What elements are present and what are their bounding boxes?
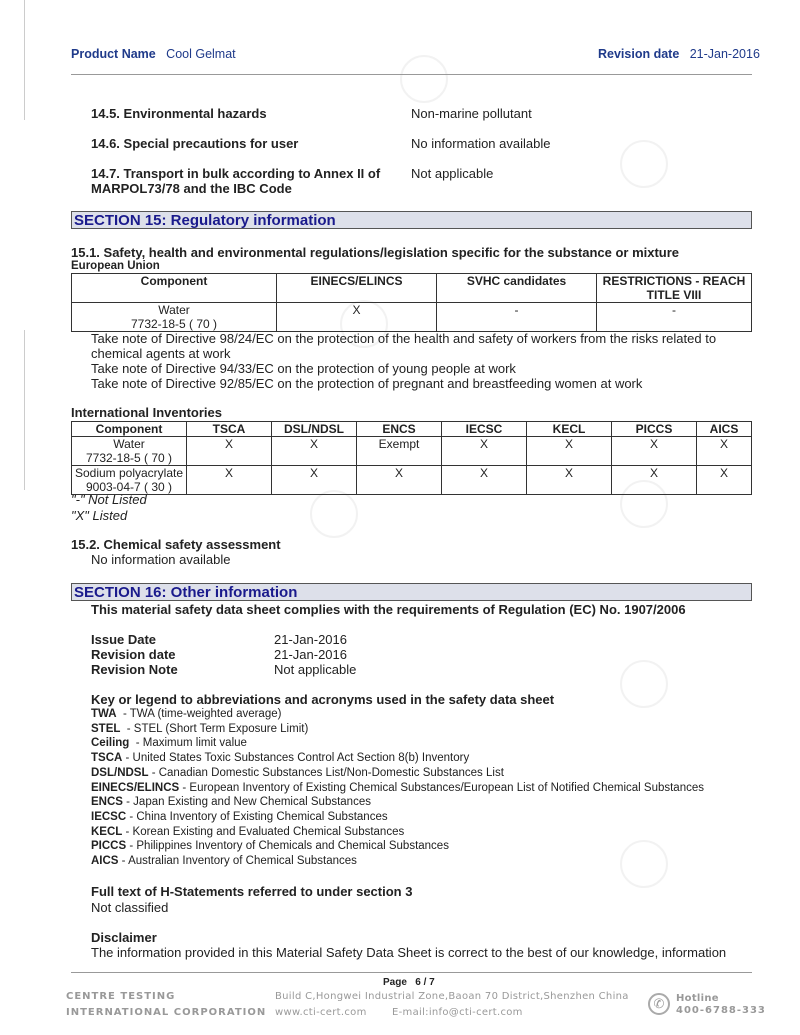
date-value: 21-Jan-2016 (274, 647, 347, 662)
company-email: E-mail:info@cti-cert.com (392, 1007, 523, 1018)
watermark-icon (620, 140, 668, 188)
footer-rule (71, 972, 752, 973)
abbrev-desc: - Maximum limit value (129, 737, 247, 750)
legend-listed: "X" Listed (71, 508, 128, 523)
col-header-line: TITLE VIII (646, 288, 702, 302)
subsection-15-1: 15.1. Safety, health and environmental regulations/legislation specific for the substance or mixture (71, 245, 680, 260)
abbrev-desc: - European Inventory of Existing Chemical Substances/European List of Notified Chemical Substances (179, 781, 704, 794)
component-name: Sodium polyacrylate (74, 466, 184, 480)
list-item (91, 707, 704, 722)
abbrev-desc: - Canadian Domestic Substances List/Non-Domestic Substances List (148, 766, 504, 779)
margin-line (24, 330, 25, 490)
component-cell (72, 437, 187, 466)
table-cell: - (597, 303, 752, 332)
table-cell: X (612, 466, 697, 495)
cas-number: 7732-18-5 ( 70 ) (130, 317, 218, 331)
key-title: Key or legend to abbreviations and acronyms used in the safety data sheet (91, 692, 555, 707)
legend-not-listed: "-" Not Listed (71, 492, 147, 507)
col-header-line: RESTRICTIONS - REACH (602, 274, 746, 288)
abbrev-key: AICS (91, 855, 119, 868)
date-label: Issue Date (91, 632, 157, 647)
table-cell: X (272, 437, 357, 466)
abbrev-desc: - Australian Inventory of Chemical Substances (118, 855, 357, 868)
abbrev-key: STEL (91, 722, 121, 735)
component-name: Water (113, 437, 145, 451)
list-item (91, 736, 704, 751)
list-item (91, 810, 704, 825)
abbrev-key: TWA (91, 708, 117, 720)
page-number: Page 6 / 7 (383, 977, 435, 988)
table-cell: X (697, 466, 752, 495)
disclaimer-title: Disclaimer (91, 930, 157, 945)
list-item (91, 781, 704, 796)
table-cell: X (527, 466, 612, 495)
transport-value: Non-marine pollutant (411, 106, 532, 121)
col-header: Component (72, 422, 187, 437)
abbrev-key: TSCA (91, 752, 123, 765)
header-revision (598, 47, 760, 61)
table-cell: X (277, 303, 437, 332)
table-row (72, 303, 752, 332)
col-header: DSL/NDSL (272, 422, 357, 437)
col-header: Component (72, 274, 277, 303)
table-row (72, 437, 752, 466)
table-cell: X (187, 437, 272, 466)
table-row (72, 466, 752, 495)
transport-value: No information available (411, 136, 551, 151)
col-header: TSCA (187, 422, 272, 437)
table-cell: - (437, 303, 597, 332)
intl-table (71, 421, 752, 495)
cas-number: 9003-04-7 ( 30 ) (85, 480, 173, 494)
eu-table (71, 273, 752, 332)
component-name: Water (158, 303, 190, 317)
transport-label: 14.7. Transport in bulk according to Annex II of (91, 166, 381, 181)
component-cell (72, 466, 187, 495)
list-item (91, 722, 704, 737)
transport-value: Not applicable (411, 166, 494, 181)
header-row (72, 422, 752, 437)
compliance-statement: This material safety data sheet complies with the requirements of Regulation (EC) No. 1907/2006 (91, 602, 686, 617)
table-cell: X (442, 437, 527, 466)
table-cell: X (527, 437, 612, 466)
transport-label: MARPOL73/78 and the IBC Code (91, 181, 292, 196)
eu-label: European Union (71, 260, 160, 272)
abbrev-desc: - TWA (time-weighted average) (116, 708, 282, 720)
col-header: KECL (527, 422, 612, 437)
directive-note: Take note of Directive 94/33/EC on the protection of young people at work (91, 361, 516, 376)
abbrev-key: ENCS (91, 796, 123, 809)
product-name-label: Product Name (71, 47, 156, 61)
abbrev-key: PICCS (91, 840, 127, 853)
subsection-15-2-value: No information available (91, 552, 231, 567)
table-cell: X (187, 466, 272, 495)
abbrev-desc: - Korean Existing and Evaluated Chemical Substances (122, 825, 405, 838)
abbrev-key: KECL (91, 825, 123, 838)
subsection-15-2: 15.2. Chemical safety assessment (71, 537, 281, 552)
company-name-line2: INTERNATIONAL CORPORATION (66, 1007, 267, 1018)
abbrev-desc: - United States Toxic Substances Control Act Section 8(b) Inventory (122, 752, 470, 765)
date-label: Revision date (91, 647, 176, 662)
hotline-number: 400-6788-333 (676, 1005, 766, 1016)
list-item (91, 751, 704, 766)
col-header: ENCS (357, 422, 442, 437)
list-item (91, 766, 704, 781)
abbrev-key: Ceiling (91, 737, 130, 750)
date-label: Revision Note (91, 662, 178, 677)
list-item (91, 854, 704, 869)
col-header: PICCS (612, 422, 697, 437)
company-name-line1: CENTRE TESTING (66, 991, 176, 1002)
h-statements-value: Not classified (91, 900, 169, 915)
company-website: www.cti-cert.com (275, 1007, 367, 1018)
abbrev-key: EINECS/ELINCS (91, 781, 180, 794)
hotline-label: Hotline (676, 993, 719, 1004)
abbrev-desc: - STEL (Short Term Exposure Limit) (120, 722, 309, 735)
directive-note: Take note of Directive 92/85/EC on the protection of pregnant and breastfeeding women at work (91, 376, 643, 391)
abbrev-key: DSL/NDSL (91, 766, 149, 779)
watermark-icon (620, 660, 668, 708)
col-header (597, 274, 752, 303)
abbrev-key: IECSC (91, 810, 127, 823)
list-item (91, 839, 704, 854)
date-value: Not applicable (274, 662, 357, 677)
transport-label: 14.6. Special precautions for user (91, 136, 299, 151)
table-cell: X (357, 466, 442, 495)
directive-note: chemical agents at work (91, 346, 231, 361)
directive-note: Take note of Directive 98/24/EC on the protection of the health and safety of workers from the risks related to (91, 331, 717, 346)
revision-date-label: Revision date (598, 47, 680, 61)
intl-inventories-title: International Inventories (71, 405, 222, 420)
col-header: AICS (697, 422, 752, 437)
table-cell: X (697, 437, 752, 466)
col-header: IECSC (442, 422, 527, 437)
header (71, 47, 236, 61)
abbreviations-list (91, 707, 704, 869)
revision-date-value: 21-Jan-2016 (689, 47, 760, 61)
header-rule (71, 74, 752, 75)
col-header: EINECS/ELINCS (277, 274, 437, 303)
watermark-icon (400, 55, 448, 103)
col-header: SVHC candidates (437, 274, 597, 303)
product-name-value: Cool Gelmat (166, 47, 236, 61)
table-cell: Exempt (357, 437, 442, 466)
table-cell: X (272, 466, 357, 495)
section-16-title: SECTION 16: Other information (71, 583, 752, 601)
table-cell: X (612, 437, 697, 466)
cas-number: 7732-18-5 ( 70 ) (85, 451, 173, 465)
date-value: 21-Jan-2016 (274, 632, 347, 647)
section-15-title: SECTION 15: Regulatory information (71, 211, 752, 229)
table-cell: X (442, 466, 527, 495)
list-item (91, 825, 704, 840)
transport-label: 14.5. Environmental hazards (91, 106, 267, 121)
disclaimer-text: The information provided in this Material Safety Data Sheet is correct to the best of our knowledge, information (91, 945, 727, 960)
margin-line (24, 0, 25, 120)
component-cell (72, 303, 277, 332)
abbrev-desc: - Japan Existing and New Chemical Substances (122, 796, 371, 809)
abbrev-desc: - China Inventory of Existing Chemical Substances (126, 810, 388, 823)
list-item (91, 795, 704, 810)
h-statements-title: Full text of H-Statements referred to under section 3 (91, 884, 413, 899)
watermark-icon (310, 490, 358, 538)
abbrev-desc: - Philippines Inventory of Chemicals and Chemical Substances (126, 840, 449, 853)
phone-icon: ✆ (648, 993, 670, 1015)
company-address: Build C,Hongwei Industrial Zone,Baoan 70 District,Shenzhen China (275, 991, 629, 1002)
